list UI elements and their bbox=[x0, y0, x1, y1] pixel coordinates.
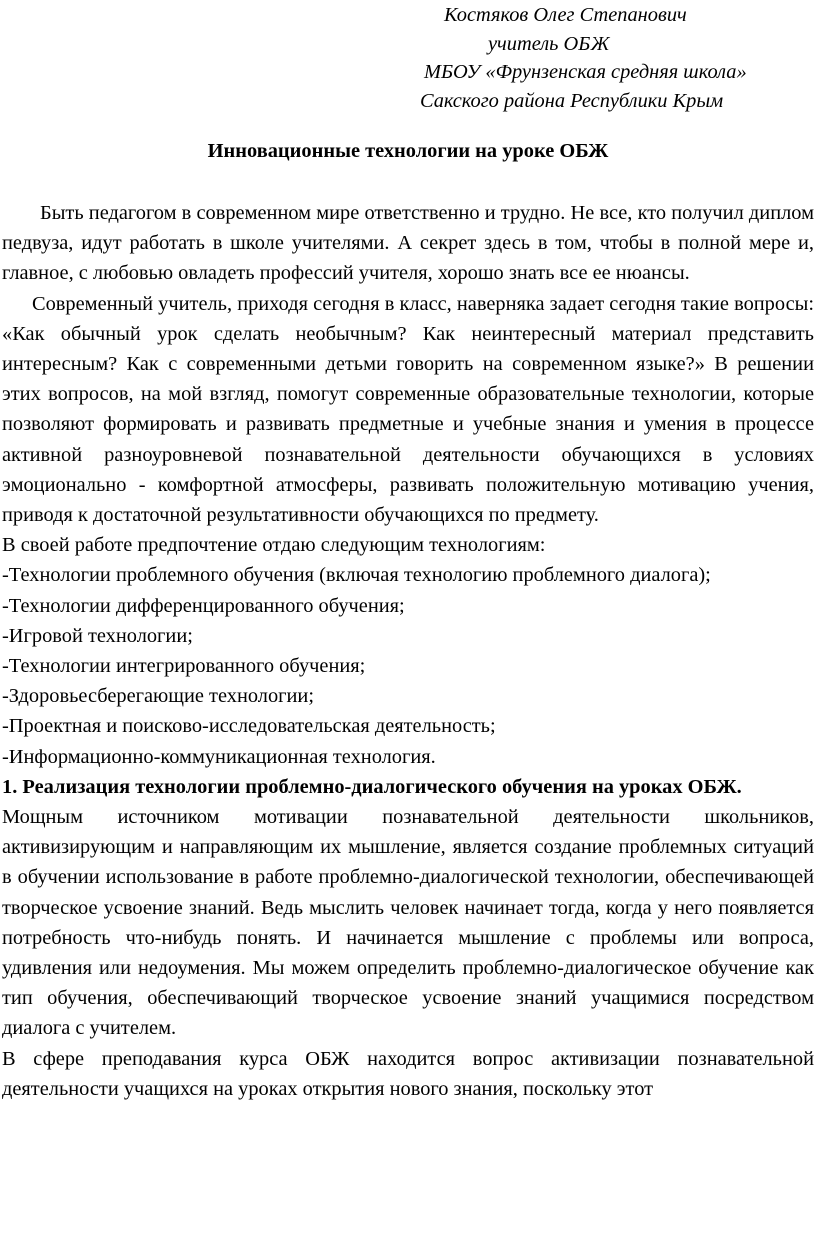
list-item: -Технологии интегрированного обучения; bbox=[2, 655, 366, 678]
list-item: -Технологии дифференцированного обучения; bbox=[2, 594, 405, 617]
list-item: -Проектная и поисково-исследовательская деятельность; bbox=[2, 715, 496, 738]
paragraph-obzh-teaching: В сфере преподавания курса ОБЖ находится вопрос активизации познавательной деятельности учащихся на уроках открытия нового знания, поскольку этот bbox=[2, 1047, 814, 1100]
document-title: Инновационные технологии на уроке ОБЖ bbox=[207, 140, 609, 162]
section-heading: 1. Реализация технологии проблемно-диалогического обучения на уроках ОБЖ. bbox=[2, 775, 742, 798]
author-school: МБОУ «Фрунзенская средняя школа» bbox=[424, 61, 747, 84]
list-item: -Технологии проблемного обучения (включая технологию проблемного диалога); bbox=[2, 564, 711, 587]
paragraph-preference: В своей работе предпочтение отдаю следующим технологиям: bbox=[2, 534, 546, 557]
paragraph-motivation: Мощным источником мотивации познавательной деятельности школьников, активизирующим и направляющим их мышление, является создание проблемных ситуаций в обучении использование в работе проблемно-диалогической технологии, обеспечивающей творческое усвоение знаний. Ведь мыслить человек начинает тогда, когда у него появляется потребность что-нибудь понять. И начинается мышление с проблемы или вопроса, удивления или недоумения. Мы можем определить проблемно-диалогическое обучение как тип обучения, обеспечивающий творческое усвоение знаний учащимися посредством диалога с учителем. bbox=[2, 806, 814, 1040]
paragraph-intro: Быть педагогом в современном мире ответственно и трудно. Не все, кто получил диплом педвуза, идут работать в школе учителями. А секрет здесь в том, чтобы в полной мере и, главное, с любовью овладеть профессий учителя, хорошо знать все ее нюансы. bbox=[2, 202, 814, 285]
document-body bbox=[2, 198, 814, 1104]
list-item: -Информационно-коммуникационная технология. bbox=[2, 745, 436, 768]
author-region: Сакского района Республики Крым bbox=[420, 89, 724, 112]
paragraph-modern-teacher: Современный учитель, приходя сегодня в класс, наверняка задает сегодня такие вопросы: «Как обычный урок сделать необычным? Как неинтересный материал представить интересным? Как с современными детьми говорить на современном языке?» В решении этих вопросов, на мой взгляд, помогут современные образовательные технологии, которые позволяют формировать и развивать предметные и учебные знания и умения в процессе активной разноуровневой познавательной деятельности обучающихся в условиях эмоционально - комфортной атмосферы, развивать положительную мотивацию учения, приводя к достаточной результативности обучающихся по предмету. bbox=[2, 292, 814, 527]
list-item: -Игровой технологии; bbox=[2, 624, 193, 647]
author-name: Костяков Олег Степанович bbox=[444, 4, 687, 26]
author-block bbox=[420, 1, 810, 115]
technology-list bbox=[2, 560, 814, 771]
author-position: учитель ОБЖ bbox=[488, 32, 610, 55]
list-item: -Здоровьесберегающие технологии; bbox=[2, 685, 315, 708]
